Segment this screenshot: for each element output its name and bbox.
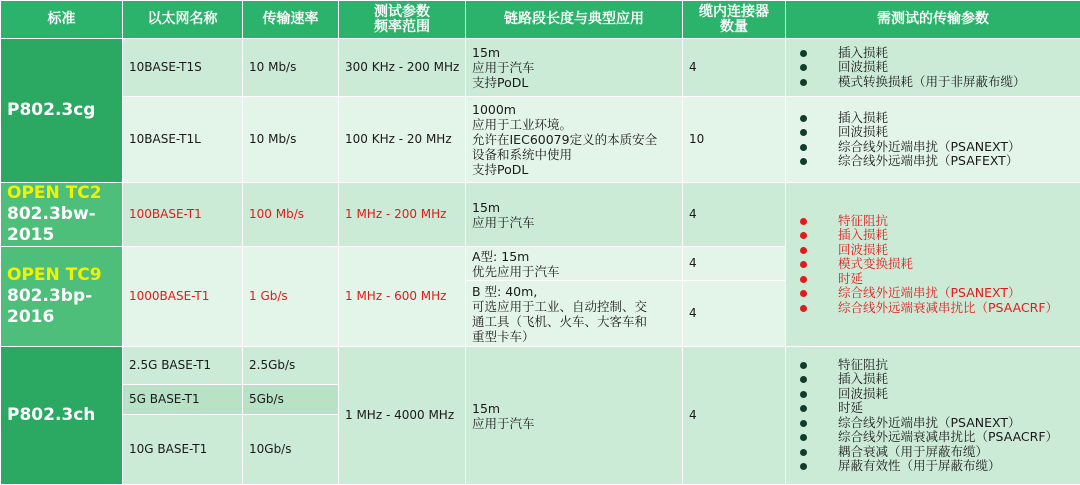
param-label: 回波损耗	[838, 124, 888, 139]
link-cell	[466, 247, 683, 281]
frequency-cell: 1 MHz - 600 MHz	[339, 247, 466, 347]
rate-cell: 1 Gb/s	[243, 247, 339, 347]
bullet-icon	[800, 405, 807, 412]
link-cell	[466, 281, 683, 347]
param-label: 插入损耗	[838, 45, 888, 60]
param-label: 回波损耗	[838, 242, 888, 257]
param-label: 特征阻抗	[838, 357, 888, 372]
param-item	[792, 401, 1074, 416]
link-line: 应用于汽车	[472, 60, 676, 75]
params-cell-open	[786, 183, 1080, 347]
param-label: 综合线外远端衰减串扰比（PSAACRF）	[838, 300, 1058, 315]
bullet-icon	[800, 362, 807, 369]
connectors-cell: 4	[683, 183, 786, 247]
link-line: 设备和系统中使用	[472, 147, 676, 162]
link-line: 1000m	[472, 102, 676, 117]
link-line: 支持PoDL	[472, 75, 676, 90]
param-label: 耦合衰减（用于屏蔽布缆）	[838, 444, 988, 459]
param-label: 特征阻抗	[838, 213, 888, 228]
param-item	[792, 228, 1074, 243]
param-label: 综合线外远端串扰（PSAFEXT）	[838, 153, 1018, 168]
params-list	[792, 46, 1074, 90]
header-connectors-line1: 缆内连接器	[689, 5, 779, 20]
link-cell	[466, 97, 683, 183]
connectors-cell: 4	[683, 281, 786, 347]
rate-cell: 5Gb/s	[243, 385, 339, 415]
ethernet-name-cell: 100BASE-T1	[123, 183, 243, 247]
bullet-icon	[800, 305, 807, 312]
frequency-cell: 100 KHz - 20 MHz	[339, 97, 466, 183]
header-frequency-line2: 频率范围	[345, 20, 459, 35]
param-label: 综合线外远端衰减串扰比（PSAACRF）	[838, 429, 1058, 444]
link-cell	[466, 39, 683, 97]
header-link: 链路段长度与典型应用	[466, 1, 683, 39]
table-row	[1, 347, 1080, 385]
table-row	[1, 39, 1080, 97]
link-line: 15m	[472, 45, 676, 60]
param-label: 插入损耗	[838, 110, 888, 125]
ethernet-name-cell: 5G BASE-T1	[123, 385, 243, 415]
param-item	[792, 214, 1074, 229]
link-line: 允许在IEC60079定义的本质安全	[472, 132, 676, 147]
param-label: 插入损耗	[838, 371, 888, 386]
param-item	[792, 272, 1074, 287]
ethernet-name-cell: 2.5G BASE-T1	[123, 347, 243, 385]
header-connectors	[683, 1, 786, 39]
bullet-icon	[800, 115, 807, 122]
ethernet-name-cell: 10G BASE-T1	[123, 415, 243, 485]
params-cell	[786, 39, 1080, 97]
link-line: 支持PoDL	[472, 162, 676, 177]
header-ethernet-name: 以太网名称	[123, 1, 243, 39]
link-line: B 型: 40m,	[472, 284, 676, 299]
param-item	[792, 416, 1074, 431]
params-list	[792, 358, 1074, 474]
header-rate: 传输速率	[243, 1, 339, 39]
param-item	[792, 60, 1074, 75]
param-label: 模式转换损耗（用于非屏蔽布缆）	[838, 74, 1026, 89]
standard-open-tc2	[1, 183, 123, 247]
bullet-icon	[800, 79, 807, 86]
param-label: 综合线外近端串扰（PSANEXT）	[838, 285, 1020, 300]
link-line: 应用于汽车	[472, 215, 676, 230]
param-item	[792, 140, 1074, 155]
standard-open-tc2-line2: 802.3bw-2015	[7, 204, 116, 246]
param-label: 时延	[838, 400, 863, 415]
bullet-icon	[800, 158, 807, 165]
link-line: 可选应用于工业、自动控制、交	[472, 299, 676, 314]
link-line: 应用于汽车	[472, 416, 676, 431]
param-item	[792, 46, 1074, 61]
param-label: 模式变换损耗	[838, 256, 913, 271]
table-row	[1, 97, 1080, 183]
connectors-cell: 10	[683, 97, 786, 183]
bullet-icon	[800, 64, 807, 71]
ethernet-name-cell: 10BASE-T1S	[123, 39, 243, 97]
rate-cell: 10 Mb/s	[243, 39, 339, 97]
param-label: 插入损耗	[838, 227, 888, 242]
header-params: 需测试的传输参数	[786, 1, 1080, 39]
param-item	[792, 125, 1074, 140]
header-frequency	[339, 1, 466, 39]
param-item	[792, 111, 1074, 126]
rate-cell: 10 Mb/s	[243, 97, 339, 183]
standard-open-tc9	[1, 247, 123, 347]
param-item	[792, 75, 1074, 90]
bullet-icon	[800, 247, 807, 254]
param-label: 屏蔽有效性（用于屏蔽布缆）	[838, 458, 1001, 473]
standard-open-tc2-line1: OPEN TC2	[7, 183, 116, 204]
bullet-icon	[800, 420, 807, 427]
ethernet-name-cell: 1000BASE-T1	[123, 247, 243, 347]
rate-cell: 2.5Gb/s	[243, 347, 339, 385]
param-item	[792, 154, 1074, 169]
link-cell	[466, 183, 683, 247]
bullet-icon	[800, 290, 807, 297]
rate-cell: 100 Mb/s	[243, 183, 339, 247]
bullet-icon	[800, 261, 807, 268]
ethernet-name-cell: 10BASE-T1L	[123, 97, 243, 183]
standard-p8023cg: P802.3cg	[1, 39, 123, 183]
param-item	[792, 358, 1074, 373]
link-line: 15m	[472, 401, 676, 416]
bullet-icon	[800, 232, 807, 239]
param-item	[792, 243, 1074, 258]
bullet-icon	[800, 144, 807, 151]
link-line: 优先应用于汽车	[472, 264, 676, 279]
bullet-icon	[800, 449, 807, 456]
param-label: 综合线外近端串扰（PSANEXT）	[838, 415, 1020, 430]
bullet-icon	[800, 391, 807, 398]
frequency-cell: 1 MHz - 200 MHz	[339, 183, 466, 247]
link-line: 应用于工业环境。	[472, 117, 676, 132]
param-item	[792, 372, 1074, 387]
link-line: 重型卡车）	[472, 329, 676, 344]
connectors-cell: 4	[683, 247, 786, 281]
connectors-cell: 4	[683, 39, 786, 97]
bullet-icon	[800, 218, 807, 225]
param-item	[792, 459, 1074, 474]
bullet-icon	[800, 434, 807, 441]
bullet-icon	[800, 129, 807, 136]
param-item	[792, 387, 1074, 402]
params-list	[792, 111, 1074, 169]
header-connectors-line2: 数量	[689, 20, 779, 35]
standard-open-tc9-line2: 802.3bp-2016	[7, 286, 116, 328]
param-label: 综合线外近端串扰（PSANEXT）	[838, 139, 1020, 154]
link-line: 15m	[472, 200, 676, 215]
standard-open-tc9-line1: OPEN TC9	[7, 265, 116, 286]
header-row	[1, 1, 1080, 39]
link-line: A型: 15m	[472, 249, 676, 264]
param-item	[792, 257, 1074, 272]
param-item	[792, 430, 1074, 445]
rate-cell: 10Gb/s	[243, 415, 339, 485]
params-list	[792, 214, 1074, 316]
header-standard: 标准	[1, 1, 123, 39]
bullet-icon	[800, 276, 807, 283]
frequency-cell: 1 MHz - 4000 MHz	[339, 347, 466, 485]
param-label: 时延	[838, 271, 863, 286]
bullet-icon	[800, 376, 807, 383]
connectors-cell: 4	[683, 347, 786, 485]
frequency-cell: 300 KHz - 200 MHz	[339, 39, 466, 97]
param-item	[792, 286, 1074, 301]
bullet-icon	[800, 463, 807, 470]
param-label: 回波损耗	[838, 386, 888, 401]
header-frequency-line1: 测试参数	[345, 5, 459, 20]
standard-p8023ch: P802.3ch	[1, 347, 123, 485]
params-cell	[786, 97, 1080, 183]
param-item	[792, 301, 1074, 316]
bullet-icon	[800, 50, 807, 57]
link-line: 通工具（飞机、火车、大客车和	[472, 314, 676, 329]
param-item	[792, 445, 1074, 460]
table-row	[1, 183, 1080, 247]
param-label: 回波损耗	[838, 59, 888, 74]
